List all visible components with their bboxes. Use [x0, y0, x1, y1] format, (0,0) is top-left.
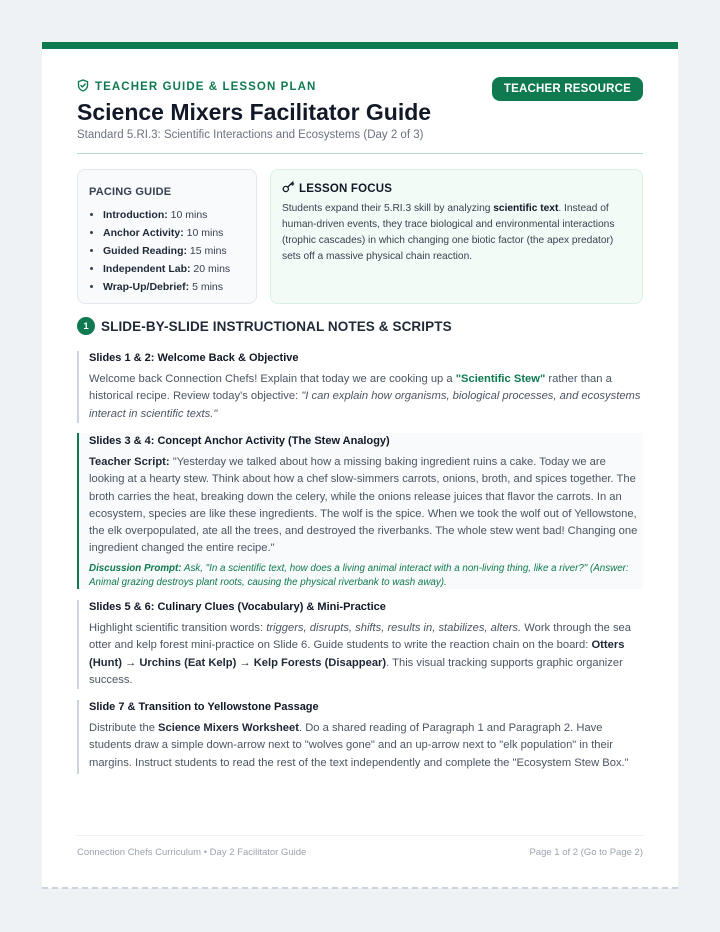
pacing-item-value: 15 mins [189, 245, 227, 257]
note-text: . This visual tracking supports graphic organizer success. [89, 656, 623, 686]
lesson-focus-text-part: . Instead of human-driven events, they trace biological and environmental interactions (trophic cascades) in which changing one biotic factor (the apex predator) sets off a massive physical chain reaction. [282, 203, 615, 262]
pacing-item-label: Introduction: [103, 209, 168, 221]
lesson-focus-header [282, 181, 632, 196]
document-page [42, 42, 678, 888]
note-text: Work through the sea otter and kelp forest mini-practice on Slide 6. Guide students to write the reaction chain on the board: [89, 622, 632, 652]
note-slides-3-4 [77, 433, 643, 589]
pacing-item-label: Independent Lab: [103, 263, 191, 275]
pacing-item-label: Guided Reading: [103, 245, 187, 257]
pacing-item [103, 224, 246, 242]
page-edge-dashed [42, 887, 678, 889]
pacing-item [103, 278, 246, 296]
pacing-guide-heading: PACING GUIDE [89, 186, 172, 198]
pacing-list [89, 206, 246, 296]
note-body [89, 371, 643, 423]
teacher-script-text: "Yesterday we talked about how a missing baking ingredient ruins a cake. Today we are looking at a hearty stew. Think about how a chef slow-simmers carrots, onions, broth, and spices together. The broth carries the heat, breaking down the celery, while the onions release juices that flavor the carrots. In an ecosystem, species are like these ingredients. The wolf is the spice. When we took the wolf out of Yellowstone, the elk overpopulated, ate all the trees, and destroyed the riverbanks. The whole stew went bad! Changing one ingredient changed the entire recipe." [89, 456, 638, 555]
section-header [77, 317, 452, 335]
note-body [89, 720, 643, 772]
header-divider [77, 153, 643, 154]
discussion-prompt-label: Discussion Prompt: [89, 562, 182, 574]
pacing-item-label: Wrap-Up/Debrief: [103, 281, 190, 293]
note-objective: "I can explain how organisms, biological processes, and ecosystems interact in scientific texts." [89, 390, 641, 420]
page-indicator: Page 1 of 2 (Go to Page 2) [529, 847, 643, 858]
note-text: Distribute the [89, 722, 159, 734]
note-text: rather than a historical recipe. Review today's objective: [89, 373, 612, 403]
pacing-item-value: 5 mins [192, 281, 224, 293]
note-slide-7 [77, 700, 643, 774]
eyebrow-text: TEACHER GUIDE & LESSON PLAN [95, 81, 317, 93]
footer-divider [77, 835, 643, 836]
note-title: Slides 1 & 2: Welcome Back & Objective [89, 352, 299, 364]
eyebrow [77, 79, 316, 95]
lesson-focus-card [270, 169, 643, 304]
footer-curriculum: Connection Chefs Curriculum • Day 2 Facilitator Guide [77, 847, 307, 858]
pacing-item-value: 10 mins [170, 209, 208, 221]
lesson-focus-emphasis: scientific text [493, 203, 559, 214]
note-slides-1-2 [77, 351, 643, 423]
pacing-item-label: Anchor Activity: [103, 227, 184, 239]
worksheet-name: Science Mixers Worksheet [158, 722, 299, 734]
note-title: Slides 5 & 6: Culinary Clues (Vocabulary) & Mini-Practice [89, 601, 386, 613]
discussion-prompt-text: Ask, "In a scientific text, how does a living animal interact with a non-living thing, like a river?" (Answer: Animal grazing destroys plant roots, causing the physical riverbank to wash away). [89, 562, 629, 589]
pacing-item [103, 260, 246, 278]
teacher-resource-badge: TEACHER RESOURCE [492, 77, 643, 101]
note-body [89, 454, 643, 558]
note-text: Welcome back Connection Chefs! Explain that today we are cooking up a [89, 373, 456, 385]
lesson-focus-text-part: Students expand their 5.RI.3 skill by analyzing [282, 203, 494, 214]
note-title: Slides 3 & 4: Concept Anchor Activity (The Stew Analogy) [89, 435, 390, 447]
pacing-item [103, 242, 246, 260]
lesson-focus-heading: LESSON FOCUS [299, 182, 393, 195]
shield-check-icon [77, 79, 89, 95]
note-title: Slide 7 & Transition to Yellowstone Passage [89, 701, 319, 713]
page-subtitle: Standard 5.RI.3: Scientific Interactions and Ecosystems (Day 2 of 3) [77, 129, 424, 141]
note-text: Highlight scientific transition words: [89, 622, 267, 634]
note-highlight: "Scientific Stew" [455, 373, 546, 385]
lesson-focus-text [282, 201, 632, 265]
key-icon [282, 181, 295, 196]
teacher-script-label: Teacher Script: [89, 456, 170, 468]
pacing-item-value: 20 mins [193, 263, 231, 275]
section-title: SLIDE-BY-SLIDE INSTRUCTIONAL NOTES & SCRIPTS [101, 318, 452, 334]
transition-words: triggers, disrupts, shifts, results in, stabilizes, alters. [266, 622, 522, 634]
pacing-guide-card [77, 169, 257, 304]
note-body [89, 620, 643, 689]
note-slides-5-6 [77, 600, 643, 689]
note-text: . Do a shared reading of Paragraph 1 and Paragraph 2. Have students draw a simple down-arrow next to "wolves gone" and an up-arrow next to "elk population" in their margins. Instruct students to read the rest of the text independently and complete the "Ecosystem Stew Box." [89, 722, 629, 769]
page-title: Science Mixers Facilitator Guide [77, 99, 432, 125]
pacing-item-value: 10 mins [186, 227, 224, 239]
reaction-chain: Otters (Hunt) → Urchins (Eat Kelp) → Kelp Forests (Disappear) [89, 639, 625, 669]
discussion-prompt [89, 562, 643, 591]
pacing-item [103, 206, 246, 224]
section-number: 1 [77, 317, 95, 335]
